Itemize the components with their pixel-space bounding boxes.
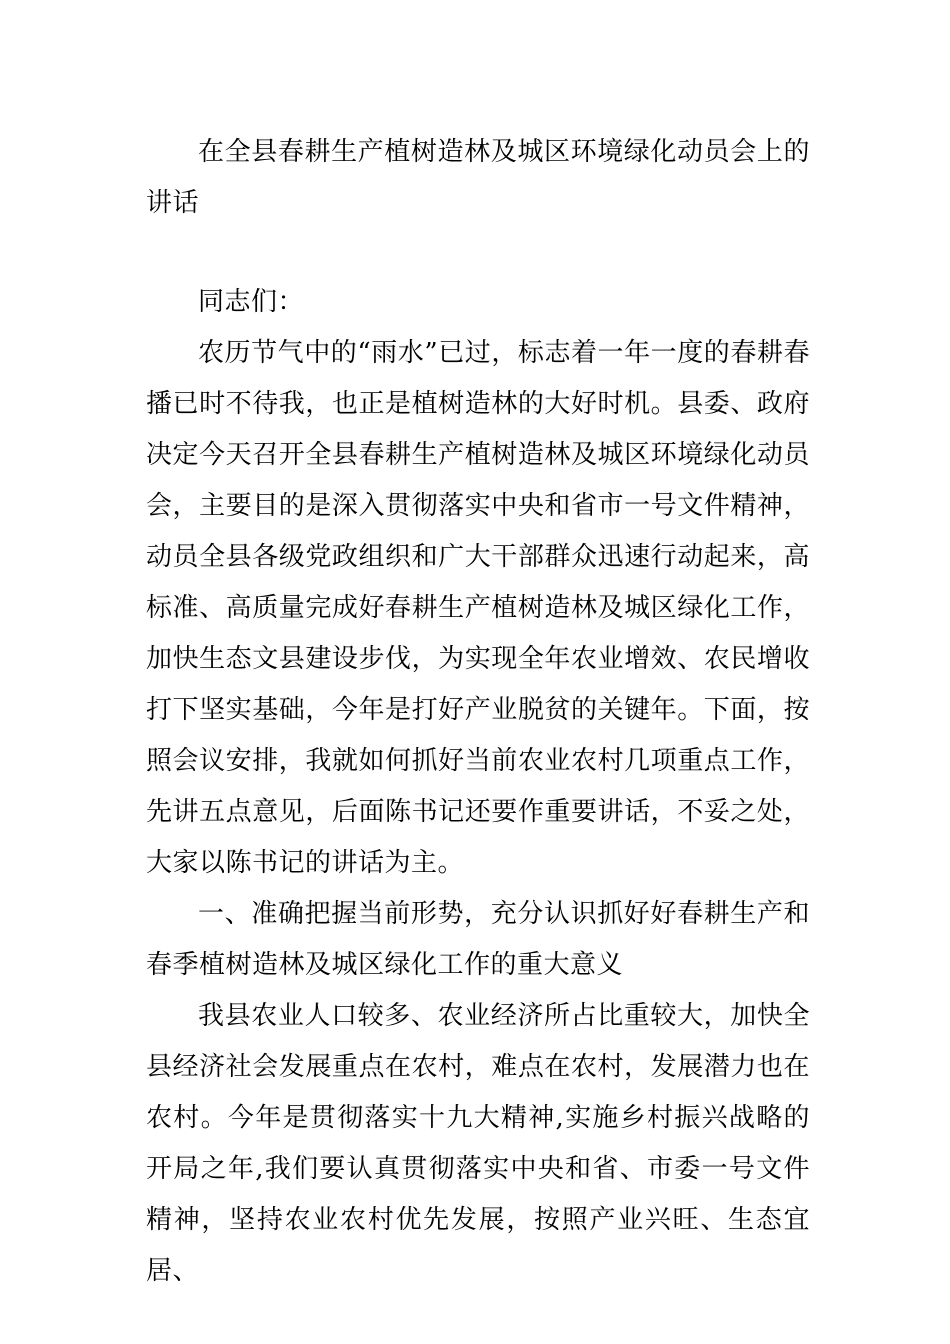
paragraph-section-1: 我县农业人口较多、农业经济所占比重较大，加快全县经济社会发展重点在农村，难点在农村，发展潜力也在农村。今年是贯彻落实十九大精神,实施乡村振兴战略的开局之年,我们要认真贯彻落实中央和省、市委一号文件精神，坚持农业农村优先发展，按照产业兴旺、生态宜居、: [146, 1001, 810, 1286]
paragraph-intro: 农历节气中的“雨水”已过，标志着一年一度的春耕春播已时不待我，也正是植树造林的大好时机。县委、政府决定今天召开全县春耕生产植树造林及城区环境绿化动员会，主要目的是深入贯彻落实中央和省市一号文件精神，动员全县各级党政组织和广大干部群众迅速行动起来，高标准、高质量完成好春耕生产植树造林及城区绿化工作，加快生态文县建设步伐，为实现全年农业增效、农民增收打下坚实基础，今年是打好产业脱贫的关键年。下面，按照会议安排，我就如何抓好当前农业农村几项重点工作，先讲五点意见，后面陈书记还要作重要讲话，不妥之处，大家以陈书记的讲话为主。: [146, 338, 810, 878]
document-body: [146, 127, 810, 1297]
document-title: 在全县春耕生产植树造林及城区环境绿化动员会上的讲话: [146, 137, 810, 218]
salutation: 同志们：: [198, 287, 305, 317]
section-heading-1: 一、准确把握当前形势，充分认识抓好好春耕生产和春季植树造林及城区绿化工作的重大意义: [146, 899, 810, 980]
